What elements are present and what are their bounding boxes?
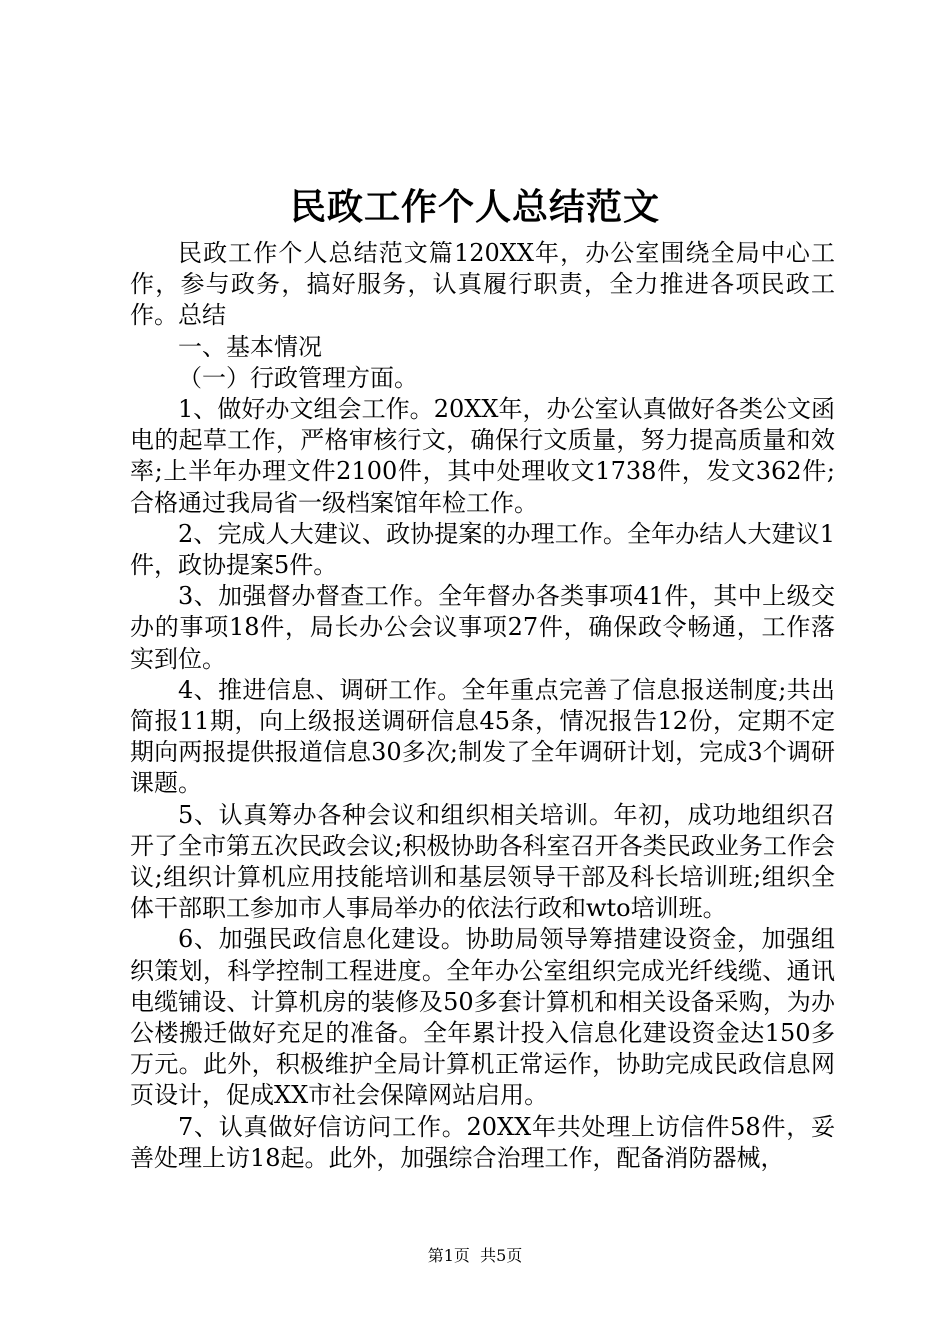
paragraph-intro: 民政工作个人总结范文篇120XX年，办公室围绕全局中心工作，参与政务，搞好服务，认真履行职责，全力推进各项民政工作。总结 <box>130 239 835 330</box>
section-heading-basic: 一、基本情况 <box>178 332 322 361</box>
paragraph-item-4: 4、推进信息、调研工作。全年重点完善了信息报送制度;共出简报11期，向上级报送调研信息45条，情况报告12份，定期不定期向两报提供报道信息30多次;制发了全年调研计划，完成3个调研课题。 <box>130 675 835 798</box>
document-title: 民政工作个人总结范文 <box>289 186 660 228</box>
document-body <box>130 238 835 1174</box>
paragraph-item-5: 5、认真筹办各种会议和组织相关培训。年初，成功地组织召开了全市第五次民政会议;积极协助各科室召开各类民政业务工作会议;组织计算机应用技能培训和基层领导干部及科长培训班;组织全体干部职工参加市人事局举办的依法行政和wto培训班。 <box>130 800 835 923</box>
paragraph-item-6: 6、加强民政信息化建设。协助局领导筹措建设资金，加强组织策划，科学控制工程进度。全年办公室组织完成光纤线缆、通讯电缆铺设、计算机房的装修及50多套计算机和相关设备采购，为办公楼搬迁做好充足的准备。全年累计投入信息化建设资金达150多万元。此外，积极维护全局计算机正常运作，协助完成民政信息网页设计，促成XX市社会保障网站启用。 <box>130 925 835 1110</box>
page-footer <box>0 1245 950 1267</box>
subsection-heading-admin: （一）行政管理方面。 <box>178 363 418 392</box>
paragraph-item-1: 1、做好办文组会工作。20XX年，办公室认真做好各类公文函电的起草工作，严格审核行文，确保行文质量，努力提高质量和效率;上半年办理文件2100件，其中处理收文1738件，发文362件;合格通过我局省一级档案馆年检工作。 <box>130 395 835 517</box>
paragraph-item-2: 2、完成人大建议、政协提案的办理工作。全年办结人大建议1件，政协提案5件。 <box>130 519 835 580</box>
page-number: 第1页 共5页 <box>427 1246 523 1265</box>
paragraph-item-3: 3、加强督办督查工作。全年督办各类事项41件，其中上级交办的事项18件，局长办公会议事项27件，确保政令畅通，工作落实到位。 <box>130 582 835 673</box>
paragraph-item-7: 7、认真做好信访问工作。20XX年共处理上访信件58件，妥善处理上访18起。此外，加强综合治理工作，配备消防器械， <box>130 1112 835 1172</box>
